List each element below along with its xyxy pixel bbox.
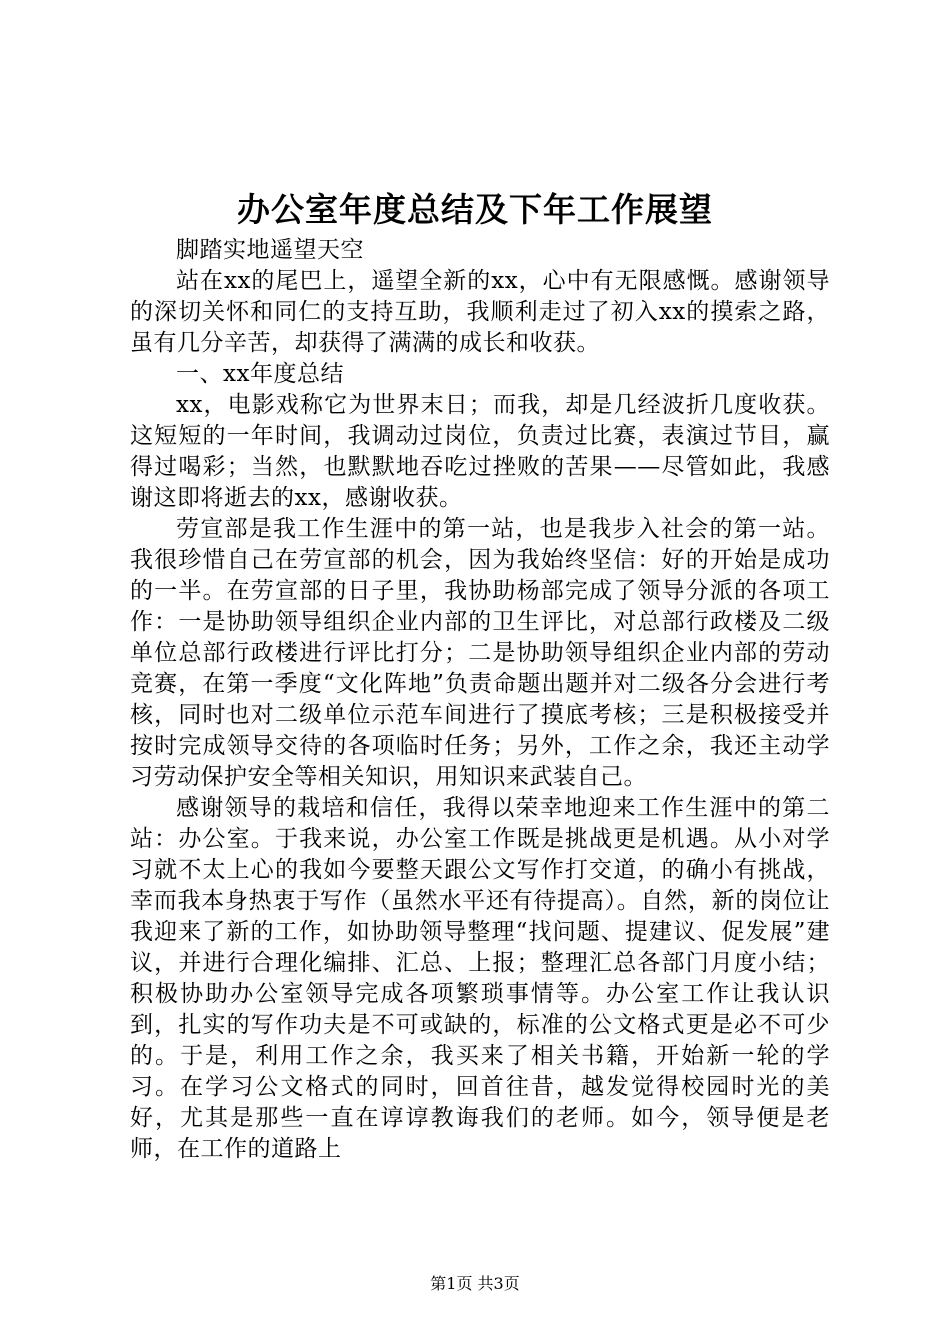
paragraph-office: 感谢领导的栽培和信任，我得以荣幸地迎来工作生涯中的第二站：办公室。于我来说，办公室工作既是挑战更是机遇。从小对学习就不太上心的我如今要整天跟公文写作打交道，的确小有挑战，幸而我本身热衷于写作（虽然水平还有待提高）。自然，新的岗位让我迎来了新的工作，如协助领导整理“找问题、提建议、促发展”建议，并进行合理化编排、汇总、上报；整理汇总各部门月度小结；积极协助办公室领导完成各项繁琐事情等。办公室工作让我认识到，扎实的写作功夫是不可或缺的，标准的公文格式更是必不可少的。于是，利用工作之余，我买来了相关书籍，开始新一轮的学习。在学习公文格式的同时，回首往昔，越发觉得校园时光的美好，尤其是那些一直在谆谆教诲我们的老师。如今，领导便是老师，在工作的道路上 <box>130 795 830 1162</box>
paragraph-labor-dept: 劳宣部是我工作生涯中的第一站，也是我步入社会的第一站。我很珍惜自己在劳宣部的机会，因为我始终坚信：好的开始是成功的一半。在劳宣部的日子里，我协助杨部完成了领导分派的各项工作：一是协助领导组织企业内部的卫生评比，对总部行政楼及二级单位总部行政楼进行评比打分；二是协助领导组织企业内部的劳动竞赛，在第一季度“文化阵地”负责命题出题并对二级各分会进行考核，同时也对二级单位示范车间进行了摸底考核；三是积极接受并按时完成领导交待的各项临时任务；另外，工作之余，我还主动学习劳动保护安全等相关知识，用知识来武装自己。 <box>130 516 830 790</box>
paragraph-subtitle: 脚踏实地遥望天空 <box>176 237 364 263</box>
paragraph-year-summary: xx，电影戏称它为世界末日；而我，却是几经波折几度收获。这短短的一年时间，我调动过岗位，负责过比赛，表演过节目，赢得过喝彩；当然，也默默地吞吃过挫败的苦果——尽管如此，我感谢这即将逝去的xx，感谢收获。 <box>130 392 830 511</box>
page-number-footer: 第1页 共3页 <box>430 1274 520 1293</box>
document-body <box>130 235 830 1165</box>
paragraph-intro: 站在xx的尾巴上，遥望全新的xx，心中有无限感慨。感谢领导的深切关怀和同仁的支持互助，我顺利走过了初入xx的摸索之路，虽有几分辛苦，却获得了满满的成长和收获。 <box>130 268 830 356</box>
document-title: 办公室年度总结及下年工作展望 <box>237 190 713 229</box>
section-heading: 一、xx年度总结 <box>176 361 344 387</box>
